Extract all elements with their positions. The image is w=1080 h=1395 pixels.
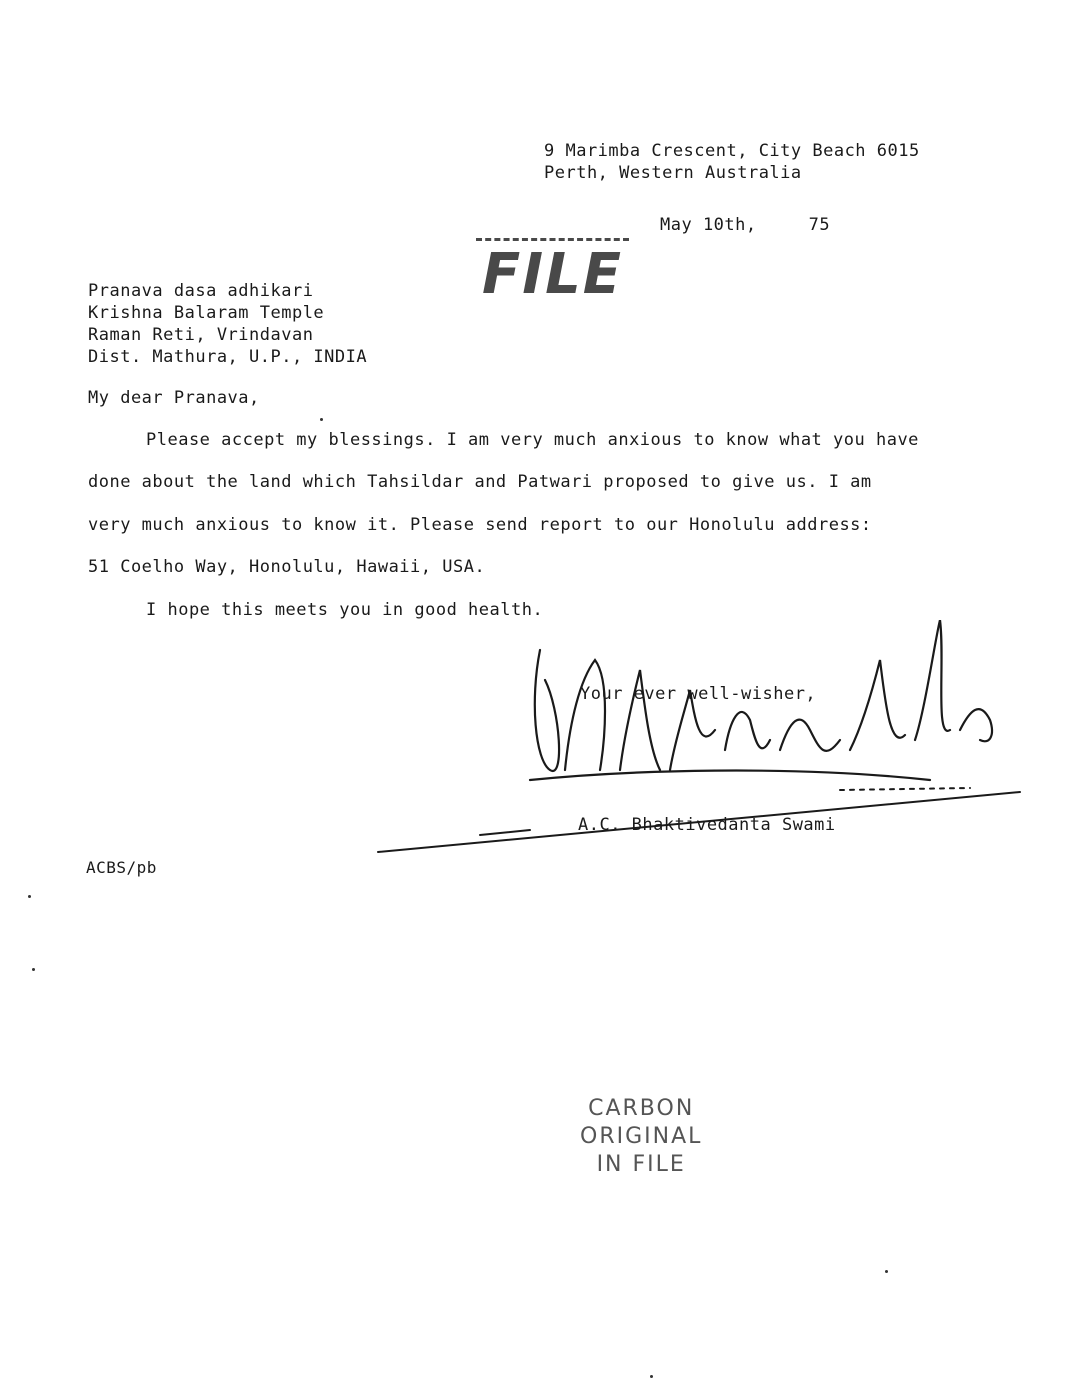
- signer-name: A.C. Bhaktivedanta Swami: [578, 815, 836, 835]
- body-line: very much anxious to know it. Please send report to our Honolulu address:: [88, 515, 872, 535]
- scan-speck: [650, 1375, 653, 1378]
- sender-address-line: Perth, Western Australia: [544, 163, 802, 183]
- recipient-address: [88, 280, 367, 368]
- stamp-line: ORIGINAL: [580, 1124, 703, 1149]
- recipient-line: Krishna Balaram Temple: [88, 303, 325, 323]
- recipient-line: Raman Reti, Vrindavan: [88, 325, 314, 345]
- recipient-line: Pranava dasa adhikari: [88, 281, 314, 301]
- body-line: Please accept my blessings. I am very much anxious to know what you have: [146, 430, 919, 450]
- body-line: done about the land which Tahsildar and Patwari proposed to give us. I am: [88, 472, 872, 492]
- sender-address-line: 9 Marimba Crescent, City Beach 6015: [544, 141, 920, 161]
- closing: Your ever well-wisher,: [580, 684, 817, 704]
- scan-speck: [885, 1270, 888, 1273]
- date-year: 75: [808, 215, 831, 235]
- carbon-original-stamp: [580, 1095, 702, 1179]
- scan-speck: [320, 418, 323, 421]
- scan-speck: [28, 895, 31, 898]
- stamp-line: IN FILE: [596, 1152, 686, 1177]
- body-line: 51 Coelho Way, Honolulu, Hawaii, USA.: [88, 557, 486, 577]
- body-line: I hope this meets you in good health.: [146, 600, 544, 620]
- sender-address: [544, 140, 920, 184]
- stamp-line: CARBON: [588, 1096, 695, 1121]
- file-stamp: FILE: [476, 238, 629, 309]
- reference-initials: ACBS/pb: [86, 858, 157, 877]
- salutation: My dear Pranava,: [88, 388, 260, 408]
- date-day: May 10th,: [660, 215, 757, 235]
- scan-speck: [32, 968, 35, 971]
- letter-date: [660, 215, 830, 235]
- recipient-line: Dist. Mathura, U.P., INDIA: [88, 347, 368, 367]
